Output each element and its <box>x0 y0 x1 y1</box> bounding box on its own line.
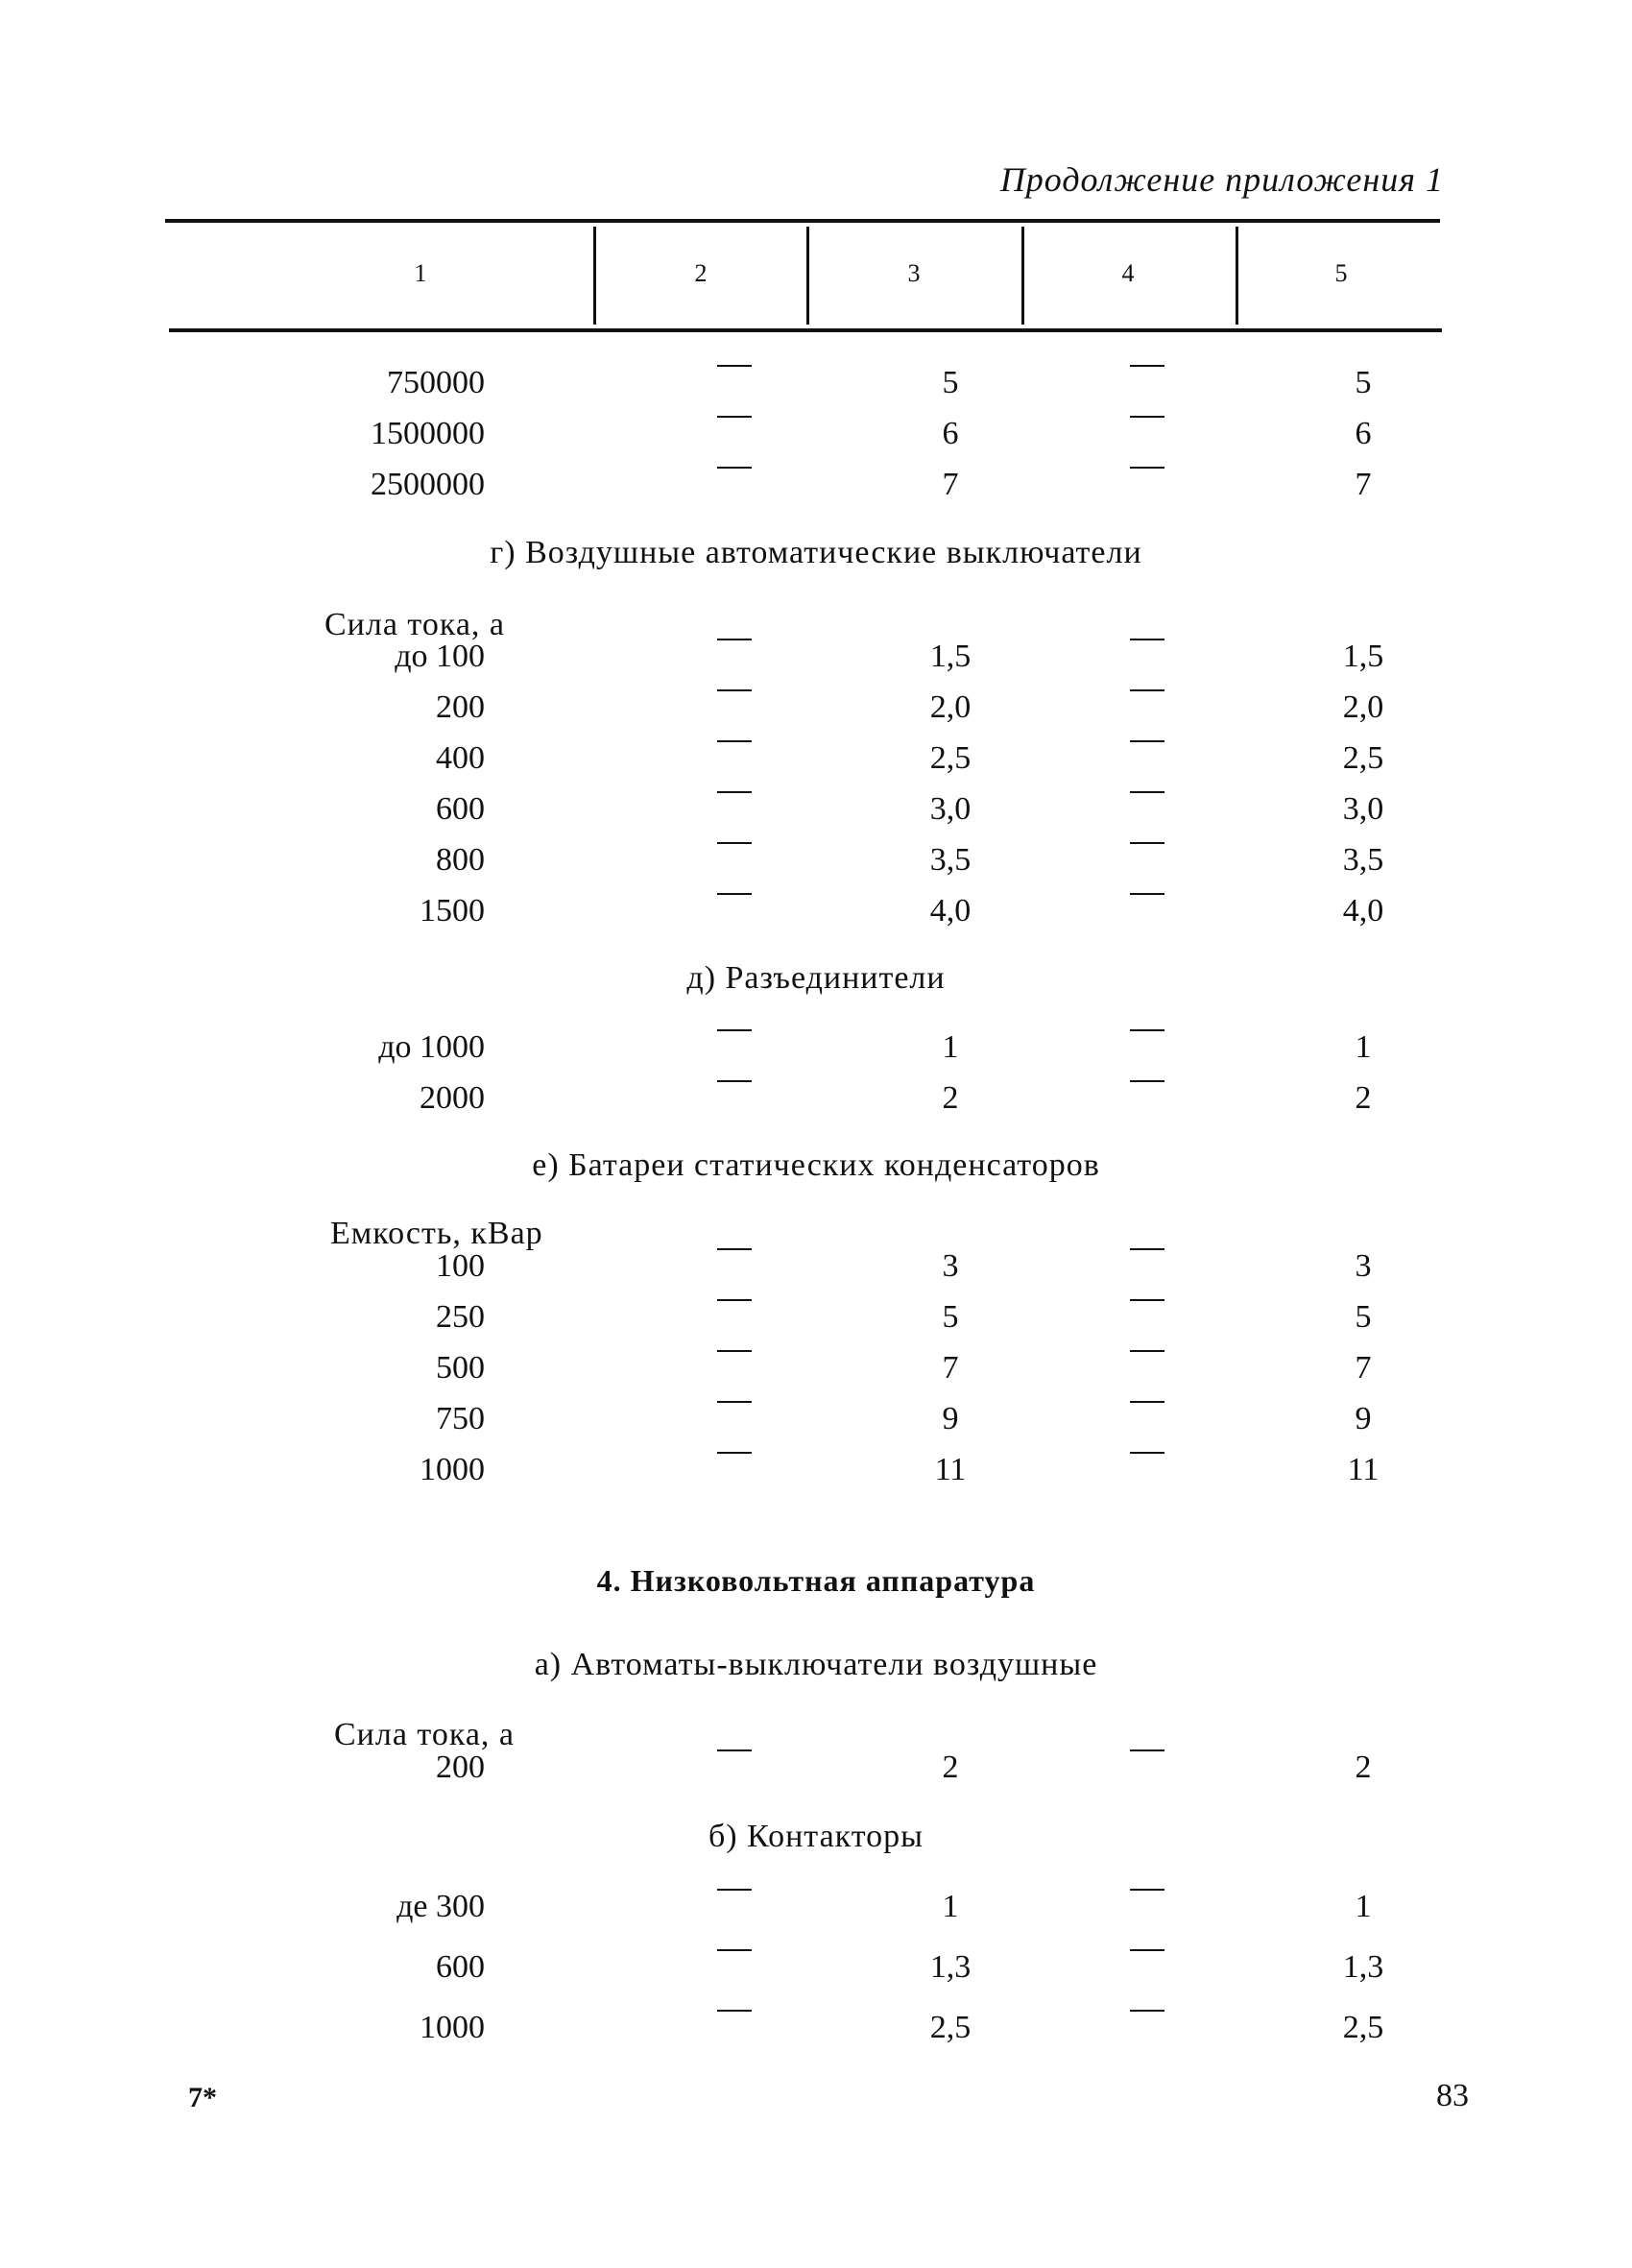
cell-parameter: 250 <box>436 1299 485 1335</box>
column-divider-4 <box>1236 227 1238 325</box>
cell-col3: 2 <box>942 1749 959 1785</box>
dash-mark <box>717 1749 752 1751</box>
table-row <box>0 1452 1632 1500</box>
cell-col5: 2,0 <box>1342 689 1384 725</box>
section-heading: 4. Низковольтная аппаратура <box>596 1563 1036 1598</box>
table-row <box>0 1350 1632 1398</box>
cell-col5: 3 <box>1355 1248 1372 1284</box>
cell-col3: 5 <box>942 1299 959 1335</box>
cell-col5: 11 <box>1347 1452 1380 1487</box>
dash-mark <box>1130 842 1164 844</box>
cell-col5: 2 <box>1355 1080 1372 1116</box>
cell-col3: 9 <box>942 1401 959 1436</box>
dash-mark <box>717 1080 752 1082</box>
signature-mark: 7* <box>188 2082 217 2113</box>
dash-mark <box>717 1248 752 1250</box>
row-group-label: Сила тока, а <box>324 607 506 642</box>
column-header-4: 4 <box>1121 259 1135 287</box>
cell-col5: 3,5 <box>1342 842 1384 878</box>
cell-parameter: 200 <box>436 689 485 725</box>
cell-parameter: де 300 <box>396 1889 485 1924</box>
cell-col5: 7 <box>1355 1350 1372 1386</box>
table-row <box>0 1029 1632 1077</box>
cell-col5: 4,0 <box>1342 893 1384 929</box>
table-row <box>0 893 1632 941</box>
cell-parameter: 200 <box>436 1749 485 1785</box>
table-top-rule <box>165 219 1440 223</box>
dash-mark <box>1130 1248 1164 1250</box>
column-header-5: 5 <box>1334 259 1348 287</box>
dash-mark <box>717 639 752 640</box>
cell-col3: 7 <box>942 467 959 502</box>
table-row <box>0 1889 1632 1937</box>
cell-col3: 3,5 <box>929 842 972 878</box>
cell-parameter: 1000 <box>420 1452 485 1487</box>
cell-col5: 1,5 <box>1342 639 1384 674</box>
cell-col5: 1 <box>1355 1029 1372 1065</box>
table-row <box>0 2010 1632 2058</box>
cell-col3: 2,0 <box>929 689 972 725</box>
dash-mark <box>1130 2010 1164 2012</box>
table-row <box>0 1949 1632 1997</box>
subsection-title: б) Контакторы <box>708 1819 924 1854</box>
column-header-1: 1 <box>414 259 427 287</box>
cell-col3: 6 <box>942 416 959 451</box>
dash-mark <box>717 1299 752 1301</box>
dash-mark <box>1130 467 1164 469</box>
column-divider-2 <box>806 227 809 325</box>
dash-mark <box>717 893 752 895</box>
dash-mark <box>717 791 752 793</box>
dash-mark <box>717 1029 752 1031</box>
dash-mark <box>1130 1401 1164 1403</box>
dash-mark <box>1130 1749 1164 1751</box>
dash-mark <box>1130 1452 1164 1454</box>
dash-mark <box>1130 1350 1164 1352</box>
cell-col3: 1 <box>942 1029 959 1065</box>
cell-parameter: 750000 <box>387 365 485 400</box>
cell-parameter: 400 <box>436 740 485 776</box>
dash-mark <box>1130 639 1164 640</box>
cell-parameter: 750 <box>436 1401 485 1436</box>
dash-mark <box>717 689 752 691</box>
cell-col5: 7 <box>1355 467 1372 502</box>
cell-col3: 1,5 <box>929 639 972 674</box>
cell-col3: 11 <box>934 1452 967 1487</box>
cell-col5: 3,0 <box>1342 791 1384 827</box>
cell-parameter: 1500000 <box>371 416 485 451</box>
dash-mark <box>717 1401 752 1403</box>
column-header-2: 2 <box>694 259 708 287</box>
dash-mark <box>1130 1080 1164 1082</box>
table-row <box>0 1401 1632 1449</box>
cell-col3: 5 <box>942 365 959 400</box>
dash-mark <box>717 1949 752 1951</box>
cell-parameter: 1500 <box>420 893 485 929</box>
subsection-title: а) Автоматы-выключатели воздушные <box>534 1647 1098 1682</box>
cell-col3: 4,0 <box>929 893 972 929</box>
cell-col3: 7 <box>942 1350 959 1386</box>
cell-parameter: 600 <box>436 1949 485 1985</box>
dash-mark <box>717 1350 752 1352</box>
subsection-title: е) Батареи статических конденсаторов <box>532 1147 1100 1183</box>
table-row <box>0 1248 1632 1296</box>
dash-mark <box>1130 1299 1164 1301</box>
column-divider-3 <box>1021 227 1024 325</box>
cell-col3: 3 <box>942 1248 959 1284</box>
table-row <box>0 689 1632 737</box>
cell-col3: 3,0 <box>929 791 972 827</box>
table-row <box>0 416 1632 464</box>
cell-parameter: 2000 <box>420 1080 485 1116</box>
dash-mark <box>1130 1949 1164 1951</box>
subsection-title: г) Воздушные автоматические выключатели <box>490 535 1142 570</box>
dash-mark <box>717 416 752 418</box>
cell-col3: 2,5 <box>929 740 972 776</box>
cell-col5: 6 <box>1355 416 1372 451</box>
cell-parameter: 100 <box>436 1248 485 1284</box>
cell-parameter: до 1000 <box>378 1029 485 1065</box>
dash-mark <box>717 1889 752 1891</box>
dash-mark <box>717 365 752 367</box>
dash-mark <box>717 2010 752 2012</box>
column-divider-1 <box>593 227 596 325</box>
table-row <box>0 639 1632 687</box>
dash-mark <box>1130 1029 1164 1031</box>
cell-col3: 1 <box>942 1889 959 1924</box>
row-group-label: Сила тока, а <box>334 1717 516 1752</box>
table-row <box>0 1080 1632 1128</box>
page-number: 83 <box>1436 2078 1469 2113</box>
dash-mark <box>717 467 752 469</box>
cell-col5: 5 <box>1355 365 1372 400</box>
table-header-bottom-rule <box>169 328 1442 332</box>
cell-parameter: 600 <box>436 791 485 827</box>
dash-mark <box>717 842 752 844</box>
cell-col3: 2,5 <box>929 2010 972 2045</box>
dash-mark <box>1130 791 1164 793</box>
table-row <box>0 791 1632 839</box>
table-row <box>0 740 1632 788</box>
table-row <box>0 467 1632 515</box>
dash-mark <box>1130 740 1164 742</box>
dash-mark <box>1130 1889 1164 1891</box>
continuation-title: Продолжение приложения 1 <box>999 160 1444 199</box>
dash-mark <box>1130 365 1164 367</box>
cell-parameter: 1000 <box>420 2010 485 2045</box>
cell-col5: 1,3 <box>1342 1949 1384 1985</box>
table-row <box>0 842 1632 890</box>
subsection-title: д) Разъединители <box>686 960 946 996</box>
table-row <box>0 365 1632 413</box>
cell-col5: 2,5 <box>1342 740 1384 776</box>
dash-mark <box>1130 416 1164 418</box>
cell-col5: 2 <box>1355 1749 1372 1785</box>
dash-mark <box>717 740 752 742</box>
cell-parameter: до 100 <box>395 639 485 674</box>
table-row <box>0 1299 1632 1347</box>
table-row <box>0 1749 1632 1798</box>
dash-mark <box>717 1452 752 1454</box>
dash-mark <box>1130 893 1164 895</box>
cell-col5: 5 <box>1355 1299 1372 1335</box>
column-header-3: 3 <box>907 259 921 287</box>
dash-mark <box>1130 689 1164 691</box>
cell-parameter: 2500000 <box>371 467 485 502</box>
row-group-label: Емкость, кВар <box>330 1216 543 1251</box>
cell-parameter: 500 <box>436 1350 485 1386</box>
cell-parameter: 800 <box>436 842 485 878</box>
cell-col5: 1 <box>1355 1889 1372 1924</box>
cell-col3: 1,3 <box>929 1949 972 1985</box>
cell-col5: 9 <box>1355 1401 1372 1436</box>
cell-col5: 2,5 <box>1342 2010 1384 2045</box>
cell-col3: 2 <box>942 1080 959 1116</box>
